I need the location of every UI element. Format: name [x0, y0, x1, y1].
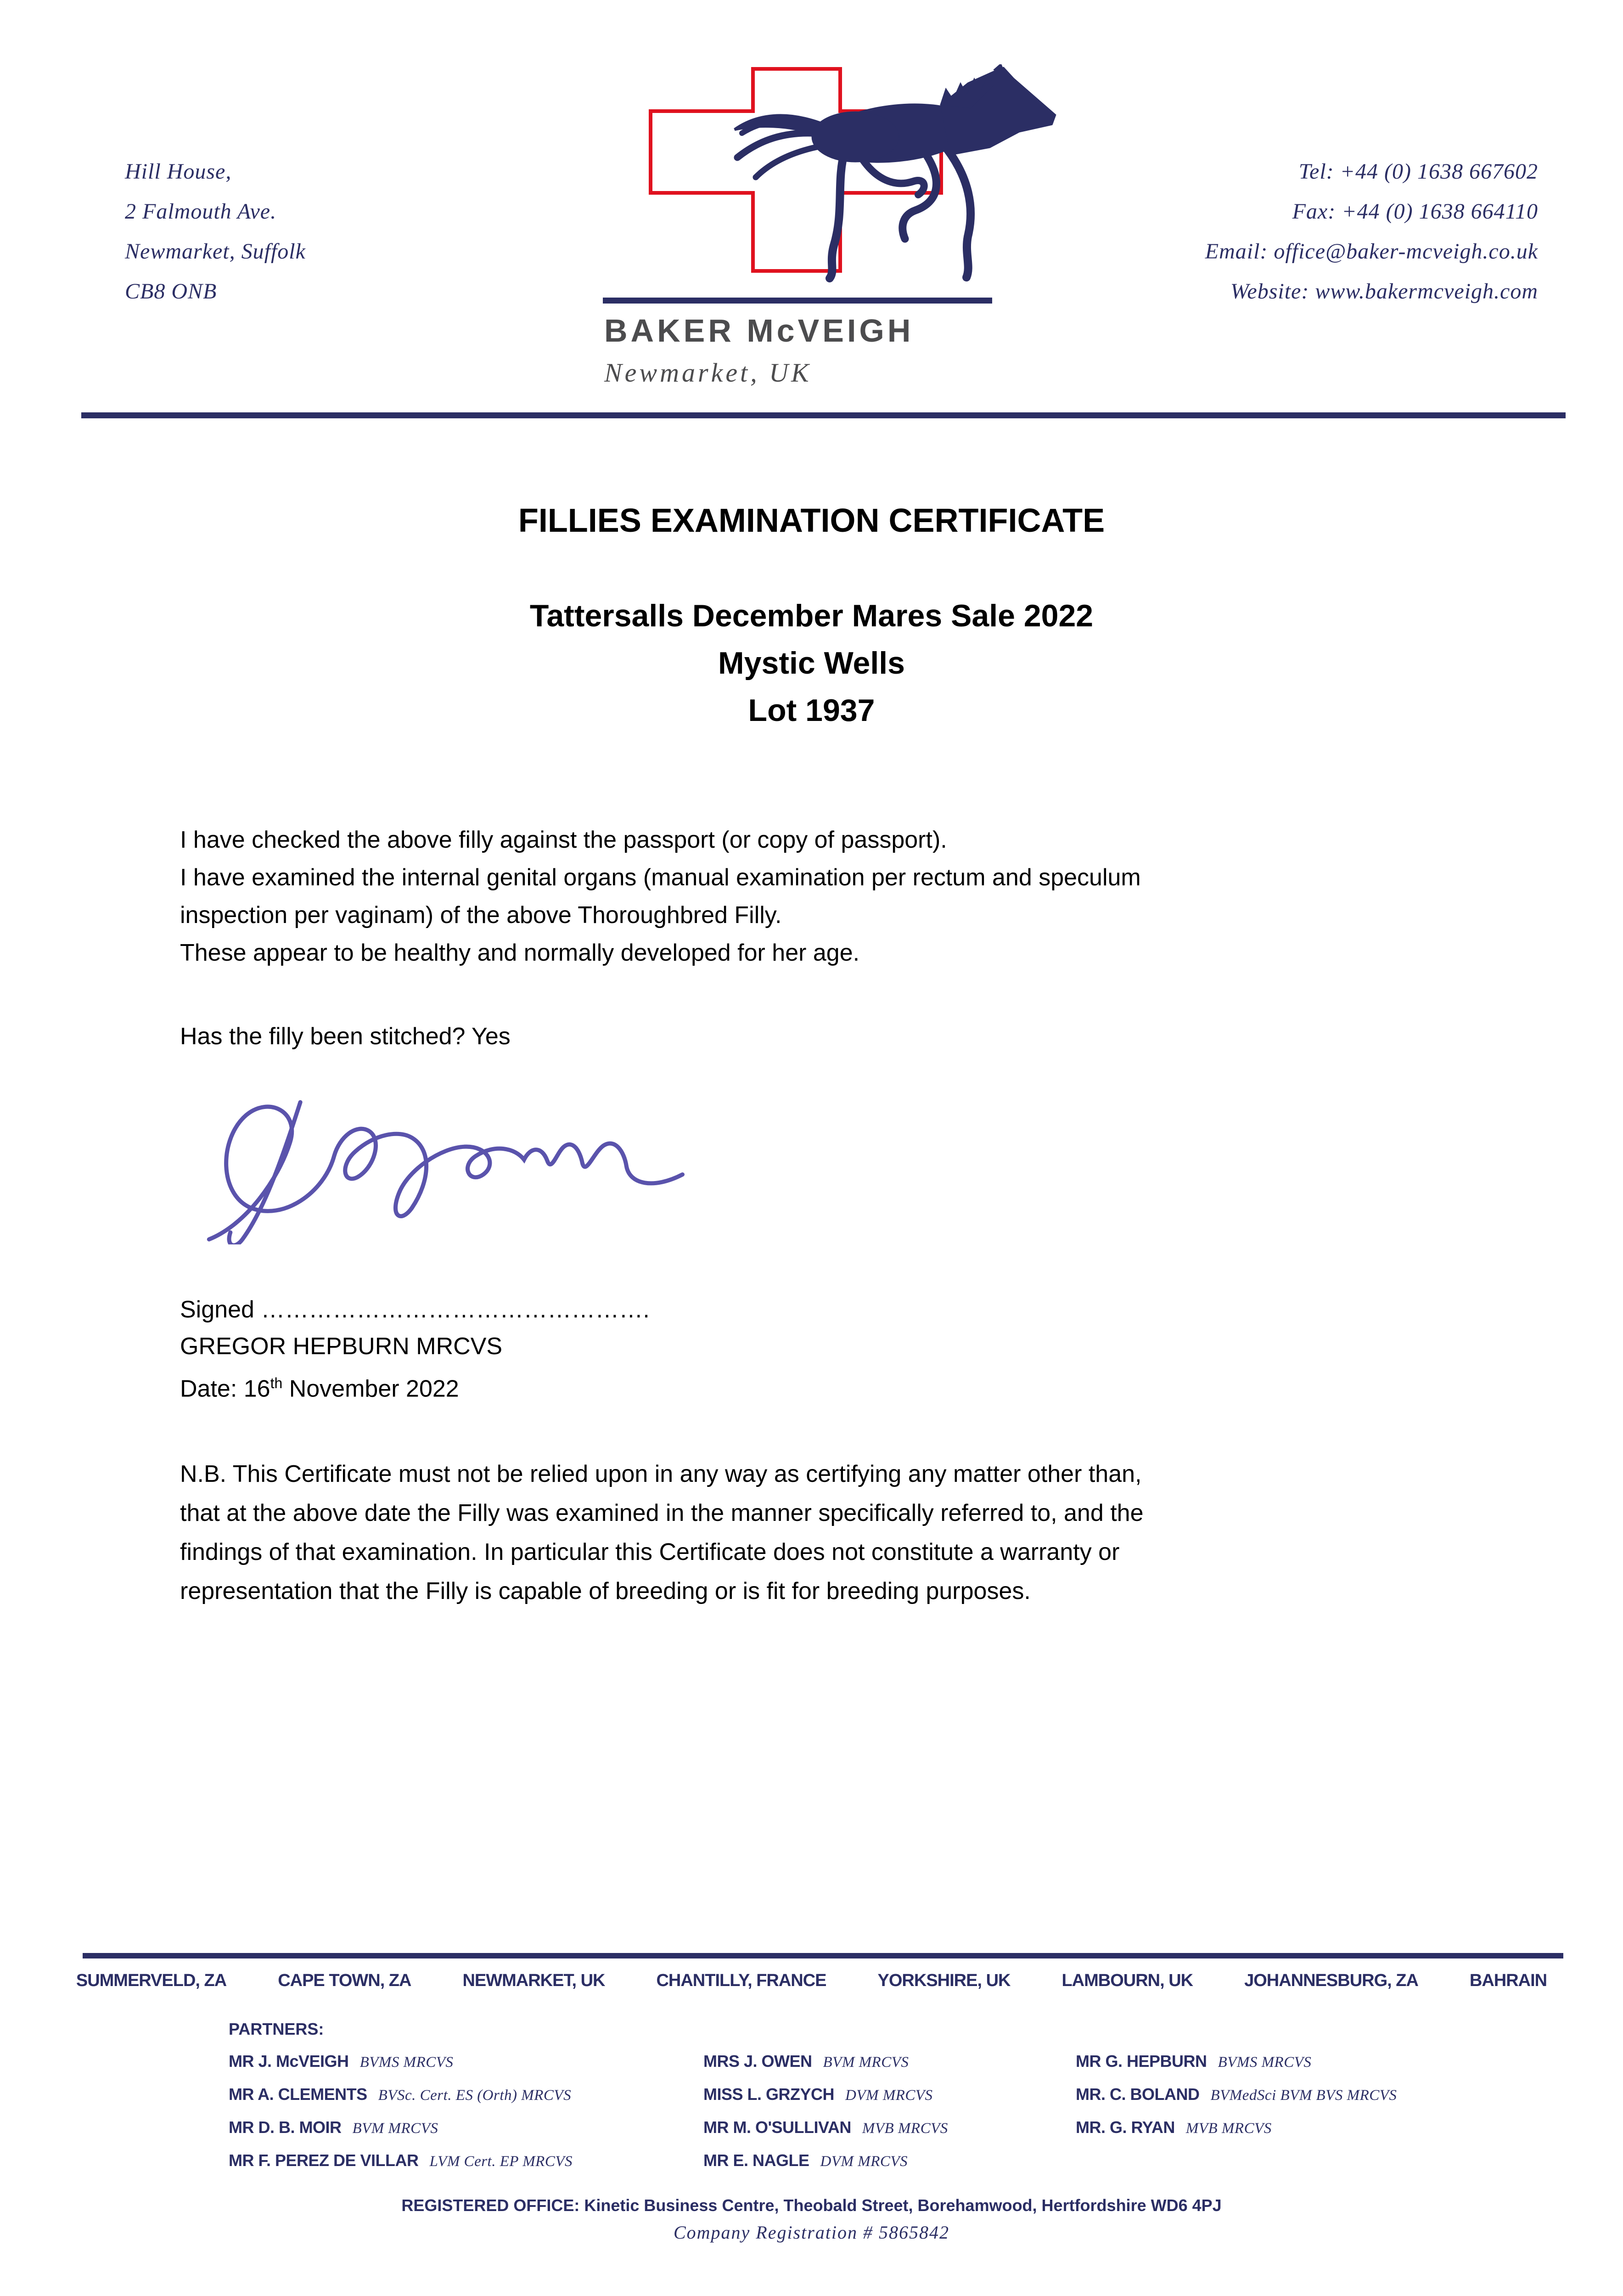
partner-entry	[703, 2151, 948, 2184]
partner-name: MR F. PEREZ DE VILLAR	[229, 2151, 419, 2170]
partner-entry	[229, 2085, 573, 2118]
partners-column-3	[1076, 2052, 1397, 2151]
sale-detail-line: Tattersalls December Mares Sale 2022	[529, 598, 1094, 633]
header-divider	[81, 412, 1566, 418]
disclaimer	[180, 1455, 1144, 1611]
signatory-name: GREGOR HEPBURN MRCVS	[180, 1333, 503, 1360]
disclaimer-line: findings of that examination. In particular this Certificate does not constitute a warranty or	[180, 1539, 1120, 1565]
partner-credentials: BVM MRCVS	[823, 2054, 909, 2071]
statement-line: I have checked the above filly against the passport (or copy of passport).	[180, 827, 947, 853]
company-registration: Company Registration # 5865842	[673, 2222, 950, 2243]
date-line: Date: 16th November 2022	[180, 1375, 459, 1402]
partner-entry	[229, 2052, 573, 2085]
partner-credentials: BVSc. Cert. ES (Orth) MRCVS	[378, 2087, 572, 2104]
contact-line: Tel: +44 (0) 1638 667602	[1298, 159, 1538, 184]
partner-name: MRS J. OWEN	[703, 2052, 812, 2071]
partner-credentials: MVB MRCVS	[1185, 2120, 1272, 2137]
partner-credentials: BVM MRCVS	[352, 2120, 438, 2137]
logo-graphic	[646, 64, 1062, 296]
contact-line: Fax: +44 (0) 1638 664110	[1292, 199, 1538, 224]
sender-address	[125, 152, 306, 311]
office-location: CAPE TOWN, ZA	[278, 1971, 411, 1990]
signature	[191, 1086, 709, 1244]
partners-column-1	[229, 2052, 573, 2184]
partner-credentials: BVMS MRCVS	[1218, 2054, 1312, 2071]
disclaimer-line: that at the above date the Filly was examined in the manner specifically referred to, and the	[180, 1500, 1144, 1526]
stitched-question: Has the filly been stitched? Yes	[180, 1023, 511, 1050]
disclaimer-line: representation that the Filly is capable of breeding or is fit for breeding purposes.	[180, 1578, 1031, 1604]
office-location: JOHANNESBURG, ZA	[1244, 1971, 1418, 1990]
partner-name: MR J. McVEIGH	[229, 2052, 349, 2071]
sale-details	[0, 592, 1623, 734]
office-location: SUMMERVELD, ZA	[76, 1971, 227, 1990]
office-location: YORKSHIRE, UK	[877, 1971, 1011, 1990]
partners-column-2	[703, 2052, 948, 2184]
address-line: Newmarket, Suffolk	[125, 239, 306, 264]
ordinal-suffix: th	[270, 1375, 283, 1391]
partner-credentials: LVM Cert. EP MRCVS	[429, 2153, 573, 2170]
registered-office: REGISTERED OFFICE: Kinetic Business Centre, Theobald Street, Borehamwood, Hertfordshire WD6 4PJ	[401, 2196, 1222, 2215]
office-location: CHANTILLY, FRANCE	[656, 1971, 826, 1990]
examination-statement	[180, 821, 1141, 1055]
partner-name: MR. C. BOLAND	[1076, 2085, 1200, 2104]
partner-name: MR A. CLEMENTS	[229, 2085, 367, 2104]
partner-entry	[1076, 2052, 1397, 2085]
partner-name: MR. G. RYAN	[1076, 2118, 1175, 2137]
partners-label: PARTNERS:	[229, 2020, 324, 2038]
partner-name: MR G. HEPBURN	[1076, 2052, 1207, 2071]
company-name: BAKER McVEIGH	[604, 313, 914, 349]
sale-detail-line: Mystic Wells	[718, 646, 905, 681]
partner-entry	[229, 2118, 573, 2151]
partner-entry	[703, 2118, 948, 2151]
contact-line: Email: office@baker-mcveigh.co.uk	[1205, 239, 1538, 264]
office-locations	[0, 1971, 1623, 1991]
address-line: 2 Falmouth Ave.	[125, 199, 277, 224]
partner-name: MR E. NAGLE	[703, 2151, 809, 2170]
partners-section	[229, 2020, 1397, 2170]
logo-divider	[603, 298, 992, 304]
partner-credentials: DVM MRCVS	[845, 2087, 933, 2104]
contact-line: Website: www.bakermcveigh.com	[1230, 279, 1538, 304]
signed-line: Signed ………………………………………….	[180, 1296, 650, 1323]
medical-cross-icon	[651, 69, 941, 271]
disclaimer-line: N.B. This Certificate must not be relied upon in any way as certifying any matter other than,	[180, 1461, 1142, 1487]
statement-line: I have examined the internal genital organs (manual examination per rectum and speculum	[180, 864, 1141, 891]
statement-line: inspection per vaginam) of the above Thoroughbred Filly.	[180, 902, 782, 929]
address-line: Hill House,	[125, 159, 232, 184]
office-location: NEWMARKET, UK	[462, 1971, 605, 1990]
statement-line: These appear to be healthy and normally developed for her age.	[180, 940, 860, 966]
partner-name: MISS L. GRZYCH	[703, 2085, 835, 2104]
address-line: CB8 ONB	[125, 279, 217, 304]
certificate-title: FILLIES EXAMINATION CERTIFICATE	[518, 502, 1105, 539]
company-location: Newmarket, UK	[604, 358, 812, 388]
partner-entry	[703, 2085, 948, 2118]
company-logo	[603, 64, 1067, 395]
partner-credentials: BVMS MRCVS	[359, 2054, 454, 2071]
partner-credentials: DVM MRCVS	[820, 2153, 908, 2170]
signature-ink	[191, 1086, 709, 1244]
partner-credentials: MVB MRCVS	[862, 2120, 948, 2137]
partner-name: MR M. O'SULLIVAN	[703, 2118, 851, 2137]
signature-block	[180, 1291, 650, 1407]
partner-entry	[1076, 2085, 1397, 2118]
partner-entry	[1076, 2118, 1397, 2151]
footer-divider	[83, 1953, 1563, 1958]
partner-entry	[703, 2052, 948, 2085]
contact-details	[1205, 152, 1538, 311]
partner-credentials: BVMedSci BVM BVS MRCVS	[1210, 2087, 1397, 2104]
office-location: BAHRAIN	[1469, 1971, 1547, 1990]
partner-name: MR D. B. MOIR	[229, 2118, 342, 2137]
office-location: LAMBOURN, UK	[1061, 1971, 1193, 1990]
partner-entry	[229, 2151, 573, 2184]
sale-detail-line: Lot 1937	[748, 693, 875, 728]
